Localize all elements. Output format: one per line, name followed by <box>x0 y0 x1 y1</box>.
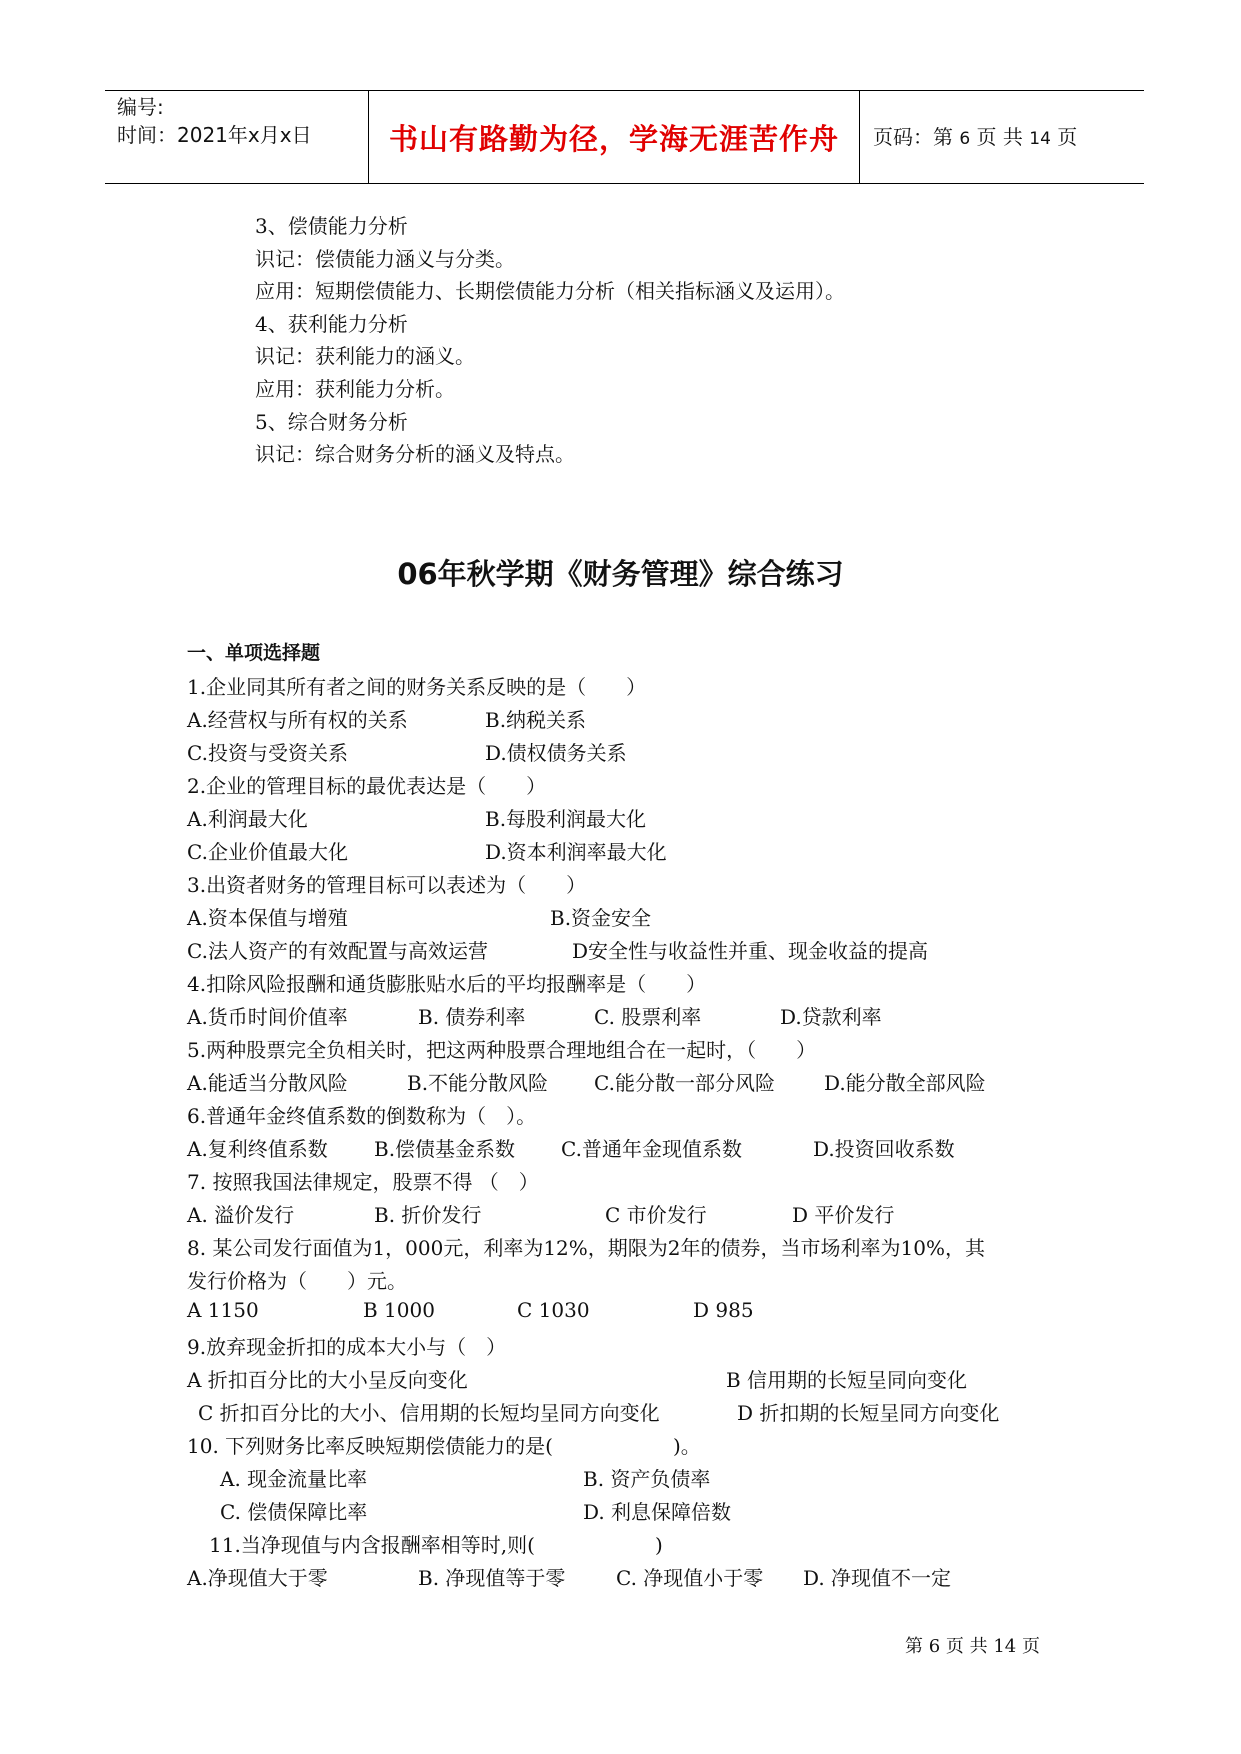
option-b: B. 折价发行 <box>374 1203 482 1227</box>
option-d: D 平价发行 <box>792 1203 895 1227</box>
question-text: 9.放弃现金折扣的成本大小与（ ） <box>187 1335 507 1359</box>
page-prefix: 页码：第 <box>873 125 953 149</box>
option-d: D.债权债务关系 <box>485 741 627 765</box>
option-d: D. 利息保障倍数 <box>583 1500 732 1524</box>
option-d: D安全性与收益性并重、现金收益的提高 <box>572 939 929 963</box>
option-b: B 信用期的长短呈同向变化 <box>726 1368 968 1392</box>
header-meta <box>117 93 312 149</box>
option-a: A.货币时间价值率 <box>187 1005 348 1029</box>
question-text: 2.企业的管理目标的最优表达是（ ） <box>187 774 547 798</box>
page-number: 6 <box>959 129 971 149</box>
option-c: C. 偿债保障比率 <box>220 1500 368 1524</box>
option-d: D 985 <box>693 1298 754 1322</box>
option-b: B. 净现值等于零 <box>418 1566 566 1590</box>
option-c: C. 股票利率 <box>594 1005 702 1029</box>
outline-line: 识记：综合财务分析的涵义及特点。 <box>255 442 575 467</box>
option-b: B.资金安全 <box>550 906 652 930</box>
page-total: 14 <box>1029 129 1051 149</box>
option-c: C 折扣百分比的大小、信用期的长短均呈同方向变化 <box>198 1401 660 1425</box>
option-d: D.资本利润率最大化 <box>485 840 667 864</box>
page-suffix: 页 <box>1057 125 1078 149</box>
option-a: A 折扣百分比的大小呈反向变化 <box>187 1368 468 1392</box>
option-b: B.不能分散风险 <box>407 1071 549 1095</box>
question-text: 4.扣除风险报酬和通货膨胀贴水后的平均报酬率是（ ） <box>187 972 707 996</box>
question-text: 11.当净现值与内含报酬率相等时,则( ) <box>209 1533 663 1557</box>
option-c: C.法人资产的有效配置与高效运营 <box>187 939 488 963</box>
outline-line: 应用：获利能力分析。 <box>255 376 455 401</box>
option-d: D 折扣期的长短呈同方向变化 <box>737 1401 1000 1425</box>
option-b: B.纳税关系 <box>485 708 587 732</box>
question-text: 1.企业同其所有者之间的财务关系反映的是（ ） <box>187 675 647 699</box>
option-d: D.贷款利率 <box>780 1005 882 1029</box>
outline-line: 5、综合财务分析 <box>255 409 408 434</box>
page-footer: 第 6 页 共 14 页 <box>905 1636 1040 1657</box>
section-heading: 一、单项选择题 <box>187 642 321 664</box>
outline-line: 识记：获利能力的涵义。 <box>255 344 475 369</box>
syllabus-outline <box>255 210 845 471</box>
serial-label: 编号: <box>117 95 164 119</box>
header-motto: 书山有路勤为径，学海无涯苦作舟 <box>388 122 839 156</box>
option-d: D.能分散全部风险 <box>824 1071 986 1095</box>
option-a: A.复利终值系数 <box>187 1137 328 1161</box>
header-table <box>105 90 1144 184</box>
option-c: C. 净现值小于零 <box>616 1566 764 1590</box>
option-c: C 市价发行 <box>605 1203 707 1227</box>
outline-line: 应用：短期偿债能力、长期偿债能力分析（相关指标涵义及运用）。 <box>255 279 845 304</box>
header-divider <box>859 91 860 183</box>
option-a: A.能适当分散风险 <box>187 1071 348 1095</box>
outline-line: 3、偿债能力分析 <box>255 214 408 238</box>
option-b: B.每股利润最大化 <box>485 807 647 831</box>
option-c: C 1030 <box>517 1298 590 1322</box>
option-d: D.投资回收系数 <box>813 1137 955 1161</box>
option-b: B. 资产负债率 <box>583 1467 711 1491</box>
option-a: A.利润最大化 <box>187 807 308 831</box>
question-text: 6.普通年金终值系数的倒数称为（ ）。 <box>187 1104 537 1128</box>
option-a: A.资本保值与增殖 <box>187 906 348 930</box>
question-text: 7. 按照我国法律规定，股票不得 （ ） <box>187 1170 539 1194</box>
header-page-info <box>873 121 1077 150</box>
option-c: C.能分散一部分风险 <box>594 1071 775 1095</box>
question-text-continued: 发行价格为（ ）元。 <box>187 1269 407 1293</box>
question-text: 8. 某公司发行面值为1，000元，利率为12%，期限为2年的债券，当市场利率为10%，其 <box>187 1236 985 1260</box>
outline-line: 4、获利能力分析 <box>255 311 408 336</box>
exercise-title: 06年秋学期《财务管理》综合练习 <box>397 557 844 591</box>
option-b: B 1000 <box>363 1298 435 1322</box>
question-text: 10. 下列财务比率反映短期偿债能力的是( )。 <box>187 1434 701 1458</box>
question-text: 5.两种股票完全负相关时，把这两种股票合理地组合在一起时，（ ） <box>187 1038 817 1062</box>
time-label: 时间：2021年x月x日 <box>117 123 312 147</box>
option-a: A.经营权与所有权的关系 <box>187 708 408 732</box>
option-a: A.净现值大于零 <box>187 1566 328 1590</box>
option-b: B.偿债基金系数 <box>374 1137 516 1161</box>
option-c: C.投资与受资关系 <box>187 741 348 765</box>
page-mid: 页 共 <box>976 125 1023 149</box>
option-c: C.企业价值最大化 <box>187 840 348 864</box>
option-c: C.普通年金现值系数 <box>561 1137 742 1161</box>
option-b: B. 债券利率 <box>418 1005 526 1029</box>
option-a: A. 溢价发行 <box>187 1203 295 1227</box>
outline-line: 识记：偿债能力涵义与分类。 <box>255 246 515 271</box>
option-d: D. 净现值不一定 <box>803 1566 952 1590</box>
option-a: A. 现金流量比率 <box>220 1467 368 1491</box>
question-text: 3.出资者财务的管理目标可以表述为（ ） <box>187 873 587 897</box>
option-a: A 1150 <box>187 1298 259 1322</box>
